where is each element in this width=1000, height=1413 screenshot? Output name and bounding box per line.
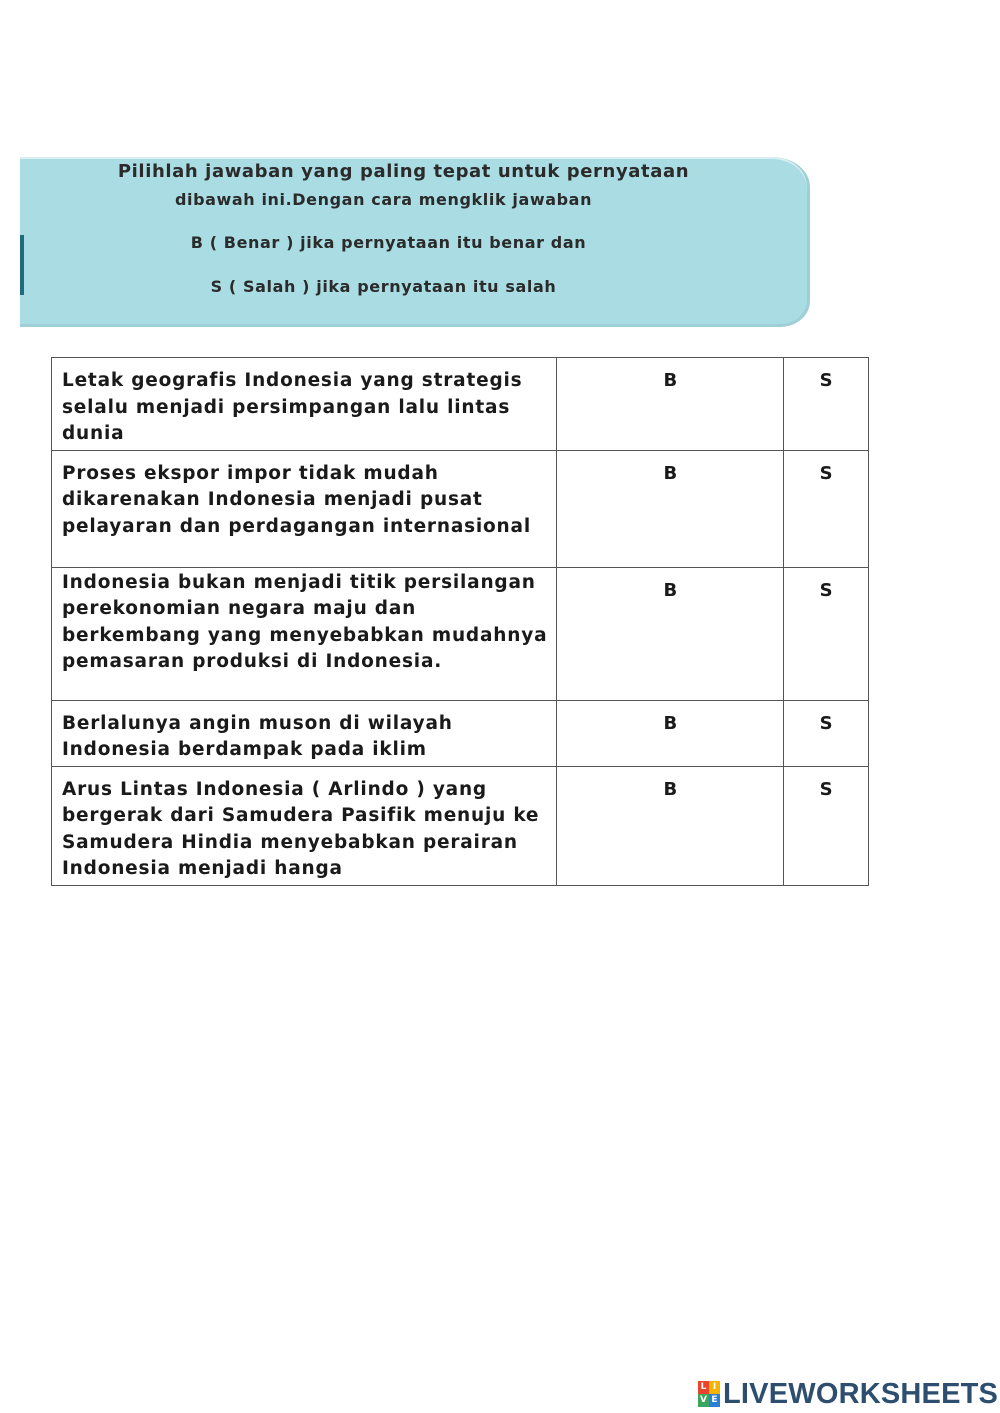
brand-name: LIVEWORKSHEETS xyxy=(723,1377,999,1410)
instructions-banner xyxy=(20,157,810,327)
badge-letter: L xyxy=(698,1381,709,1394)
question-statement: Arus Lintas Indonesia ( Arlindo ) yang bergerak dari Samudera Pasifik menuju ke Samudera Hindia menyebabkan perairan Indonesia menjadi hanga xyxy=(52,766,557,885)
table-row xyxy=(52,450,869,567)
option-b-button[interactable]: B xyxy=(663,370,678,391)
question-statement: Proses ekspor impor tidak mudah dikarenakan Indonesia menjadi pusat pelayaran dan perdagangan internasional xyxy=(52,450,557,567)
answer-cell-s xyxy=(784,700,869,766)
option-s-button[interactable]: S xyxy=(819,712,833,734)
answer-cell-b xyxy=(557,700,784,766)
answer-cell-s xyxy=(784,766,869,885)
answer-cell-b xyxy=(557,358,784,451)
logo-badge-icon xyxy=(698,1381,720,1407)
instruction-line-3: B ( Benar ) jika pernyataan itu benar dan xyxy=(190,233,587,252)
option-s-button[interactable]: S xyxy=(819,778,833,800)
instruction-line-2: dibawah ini.Dengan cara mengklik jawaban xyxy=(174,190,593,209)
badge-letter: E xyxy=(709,1394,720,1407)
table-row xyxy=(52,567,869,700)
table-row xyxy=(52,766,869,885)
option-s-button[interactable]: S xyxy=(819,370,833,391)
badge-letter: I xyxy=(709,1381,720,1394)
question-statement: Letak geografis Indonesia yang strategis selalu menjadi persimpangan lalu lintas dunia xyxy=(52,358,557,451)
option-s-button[interactable]: S xyxy=(819,579,833,601)
answer-cell-s xyxy=(784,358,869,451)
option-b-button[interactable]: B xyxy=(663,778,678,800)
question-statement: Berlalunya angin muson di wilayah Indonesia berdampak pada iklim xyxy=(52,700,557,766)
instruction-line-1: Pilihlah jawaban yang paling tepat untuk pernyataan xyxy=(117,161,690,182)
liveworksheets-logo xyxy=(698,1377,998,1411)
option-b-button[interactable]: B xyxy=(663,462,678,484)
option-b-button[interactable]: B xyxy=(663,579,678,601)
answer-cell-b xyxy=(557,567,784,700)
option-s-button[interactable]: S xyxy=(819,462,833,484)
instruction-line-4: S ( Salah ) jika pernyataan itu salah xyxy=(210,277,557,296)
question-statement: Indonesia bukan menjadi titik persilangan perekonomian negara maju dan berkembang yang menyebabkan mudahnya pemasaran produksi di Indonesia. xyxy=(52,567,557,700)
badge-letter: V xyxy=(698,1394,709,1407)
table-row xyxy=(52,700,869,766)
table-row xyxy=(52,358,869,451)
answer-cell-b xyxy=(557,766,784,885)
answer-cell-s xyxy=(784,450,869,567)
answer-cell-b xyxy=(557,450,784,567)
option-b-button[interactable]: B xyxy=(663,712,678,734)
true-false-table xyxy=(51,357,869,886)
answer-cell-s xyxy=(784,567,869,700)
